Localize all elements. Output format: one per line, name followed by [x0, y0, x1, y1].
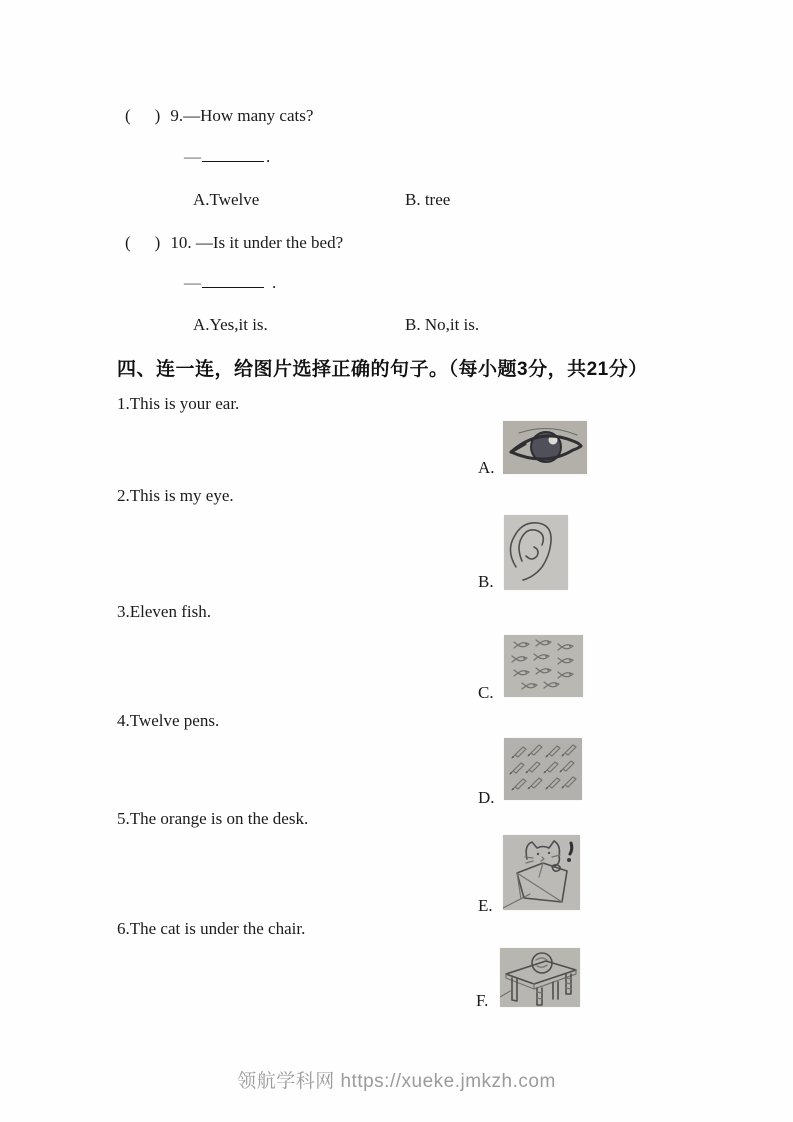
answer-period: .	[272, 273, 277, 292]
question-10-answer-line	[184, 273, 276, 293]
picture-label-f: F.	[476, 991, 489, 1010]
answer-bracket-open: (	[125, 106, 131, 125]
question-10-prompt: 10. —Is it under the bed?	[170, 233, 344, 252]
answer-period: .	[266, 147, 271, 166]
cat-in-box-picture	[503, 835, 580, 910]
match-sentence-6: 6.The cat is under the chair.	[117, 919, 306, 938]
question-10-option-b: B. No,it is.	[405, 315, 480, 334]
question-9-option-b: B. tree	[405, 190, 451, 209]
match-sentence-1: 1.This is your ear.	[117, 394, 240, 413]
question-9-answer-line	[184, 147, 270, 167]
question-10-option-a: A.Yes,it is.	[193, 315, 268, 334]
answer-blank-line	[202, 273, 264, 288]
ear-picture	[504, 515, 568, 590]
question-9-line	[125, 106, 313, 126]
answer-dash: —	[184, 273, 200, 292]
match-sentence-2: 2.This is my eye.	[117, 486, 234, 505]
site-watermark: 领航学科网 https://xueke.jmkzh.com	[237, 1071, 556, 1092]
eye-picture	[503, 421, 587, 474]
question-10-line	[125, 233, 343, 253]
match-sentence-5: 5.The orange is on the desk.	[117, 809, 309, 828]
answer-bracket-close: )	[154, 106, 161, 125]
picture-label-b: B.	[478, 572, 494, 591]
picture-label-e: E.	[478, 896, 493, 915]
section-4-heading: 四、连一连，给图片选择正确的句子。（每小题3分，共21分）	[117, 359, 648, 380]
picture-label-d: D.	[478, 788, 495, 807]
picture-label-a: A.	[478, 458, 495, 477]
answer-blank-line	[202, 147, 264, 162]
answer-bracket-close: )	[154, 233, 161, 252]
answer-dash: —	[184, 147, 200, 166]
twelve-pens-picture	[504, 738, 582, 800]
match-sentence-3: 3.Eleven fish.	[117, 602, 211, 621]
eleven-fish-picture	[504, 635, 583, 697]
picture-label-c: C.	[478, 683, 494, 702]
question-9-prompt: 9.—How many cats?	[170, 106, 314, 125]
desk-with-orange-picture	[500, 948, 580, 1007]
answer-bracket-open: (	[125, 233, 131, 252]
question-9-option-a: A.Twelve	[193, 190, 260, 209]
match-sentence-4: 4.Twelve pens.	[117, 711, 220, 730]
